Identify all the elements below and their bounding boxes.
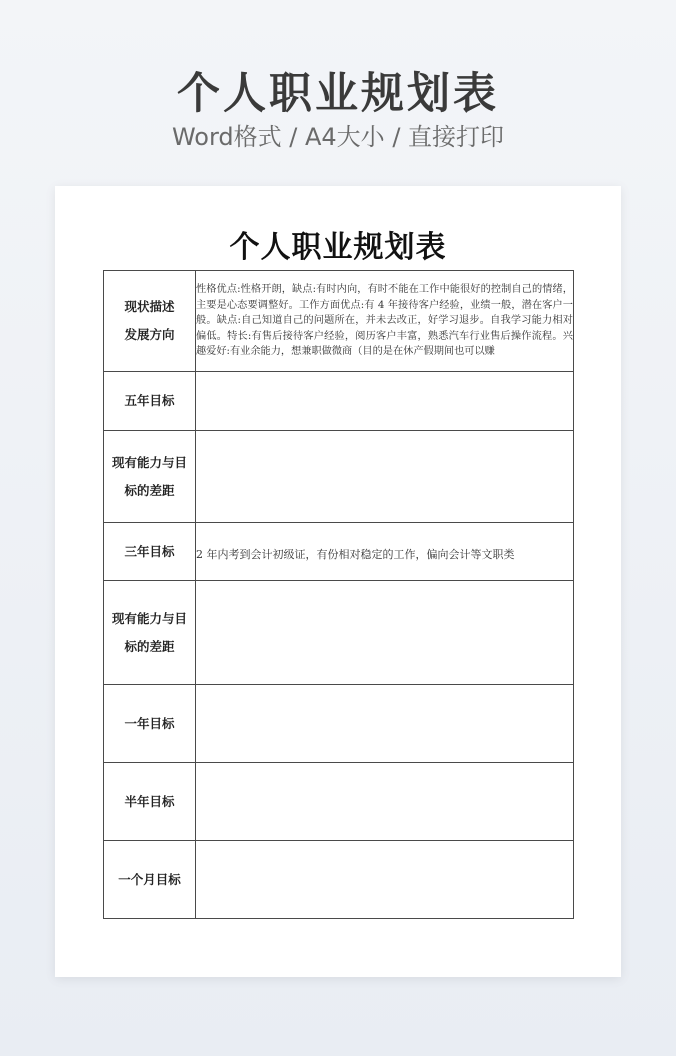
table-row bbox=[104, 685, 574, 763]
row-content[interactable] bbox=[196, 763, 574, 841]
row-content[interactable] bbox=[196, 431, 574, 523]
row-label-line: 发展方向 bbox=[124, 327, 175, 342]
table-row bbox=[104, 523, 574, 581]
row-label bbox=[104, 581, 196, 685]
row-label bbox=[104, 372, 196, 431]
row-content[interactable] bbox=[196, 581, 574, 685]
row-content[interactable] bbox=[196, 372, 574, 431]
row-label bbox=[104, 271, 196, 372]
row-label-line: 半年目标 bbox=[124, 793, 175, 809]
row-label-line: 标的差距 bbox=[124, 638, 175, 654]
table-row bbox=[104, 581, 574, 685]
banner-title: 个人职业规划表 bbox=[177, 69, 499, 119]
row-label-line: 现有能力与目 bbox=[111, 610, 187, 626]
row-label-line: 三年目标 bbox=[124, 543, 175, 559]
document-title: 个人职业规划表 bbox=[229, 230, 447, 265]
table-row bbox=[104, 841, 574, 919]
row-label-line: 标的差距 bbox=[124, 482, 175, 498]
row-label-line: 现有能力与目 bbox=[111, 454, 187, 470]
row-label bbox=[104, 763, 196, 841]
row-label bbox=[104, 523, 196, 581]
row-label bbox=[104, 685, 196, 763]
career-plan-table bbox=[103, 270, 574, 919]
row-label-line: 现状描述 bbox=[124, 299, 175, 314]
table-row bbox=[104, 763, 574, 841]
table-row bbox=[104, 431, 574, 523]
row-label bbox=[104, 841, 196, 919]
banner-subtitle: Word格式 / A4大小 / 直接打印 bbox=[171, 123, 505, 151]
row-label bbox=[104, 431, 196, 523]
row-label-line: 一年目标 bbox=[124, 715, 175, 731]
row-label-line: 一个月目标 bbox=[118, 871, 181, 887]
row-content[interactable] bbox=[196, 841, 574, 919]
row-content[interactable]: 性格优点:性格开朗，缺点:有时内向，有时不能在工作中能很好的控制自己的情绪，主要是心态要调整好。工作方面优点:有 4 年接待客户经验，业绩一般，潜在客户一般。缺点:自己知道自己的问题所在，并未去改正，好学习退步。自我学习能力相对偏低。特长:有售后接待客户经验，阅历客户丰富，熟悉汽车行业售后操作流程。兴趣爱好:有业余能力，想兼职做微商（目的是在休产假期间也可以赚 bbox=[196, 271, 574, 372]
row-content[interactable] bbox=[196, 685, 574, 763]
table-row bbox=[104, 271, 574, 372]
row-label-line: 五年目标 bbox=[124, 393, 175, 408]
row-content[interactable]: 2 年内考到会计初级证，有份相对稳定的工作，偏向会计等文职类 bbox=[196, 523, 574, 581]
table-row bbox=[104, 372, 574, 431]
